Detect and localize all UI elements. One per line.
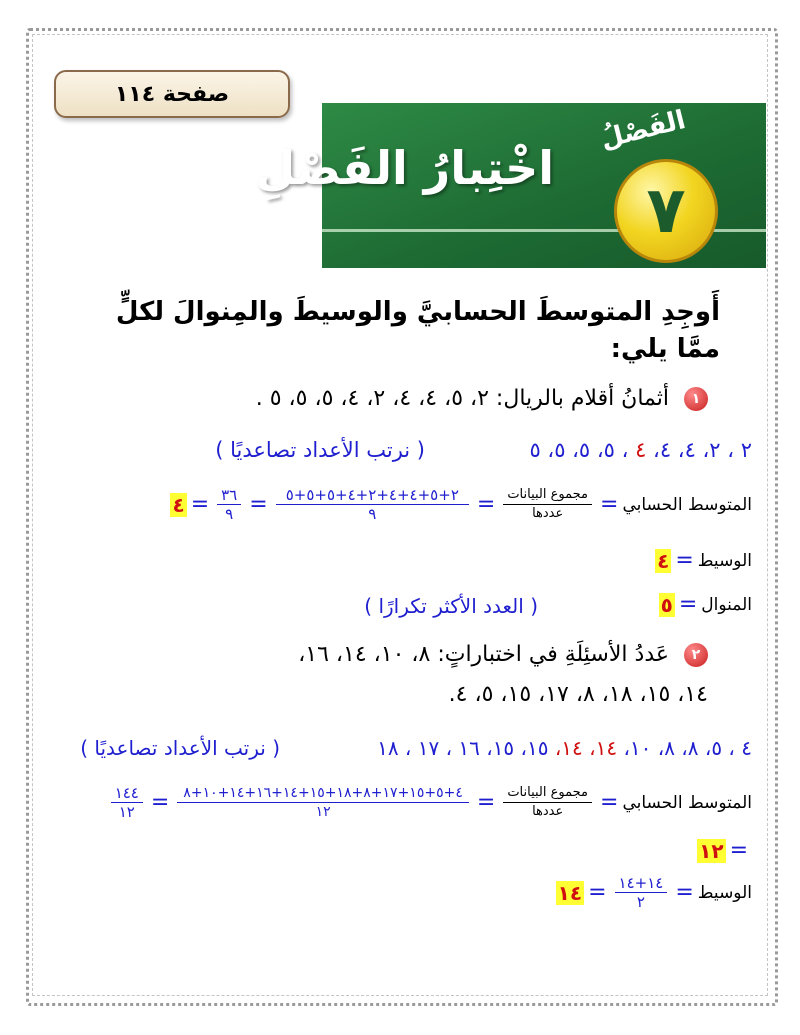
item-2-median-den: ٢ xyxy=(636,893,645,911)
item-2-formula xyxy=(503,784,592,821)
item-1-sorted-after: ، ٥، ٥، ٥، ٥ xyxy=(529,438,629,462)
chapter-word: الفَصْلُ xyxy=(597,105,689,155)
item-1-mode-eq: = xyxy=(678,592,698,617)
item-2-mean-result: ١٢ xyxy=(699,838,724,863)
item-2-simple-num: ١٤٤ xyxy=(111,784,143,803)
item-1-sorted-middle: ٤ xyxy=(635,438,647,462)
chapter-number-badge: ٧ xyxy=(614,159,718,263)
item-1-median-result: ٤ xyxy=(657,548,670,573)
item-1-sorted-note: ( نرتب الأعداد تصاعديًا ) xyxy=(215,438,425,462)
item-1-mean-label: المتوسط الحسابي xyxy=(622,494,752,515)
item-2-text-line-2: ١٤، ١٥، ١٨، ٨، ١٧، ١٥، ٥، ٤. xyxy=(448,682,708,707)
item-1-formula-den: عددها xyxy=(532,506,564,521)
item-2-sum: ٤+٥+١٥+١٧+٨+١٨+١٥+١٤+١٦+١٤+١٠+٨ xyxy=(177,784,469,803)
item-1-median-row xyxy=(655,548,752,573)
item-1-mean-row xyxy=(170,486,752,523)
item-2-sum-fraction xyxy=(177,784,469,821)
item-1-simple-num: ٣٦ xyxy=(217,486,241,505)
page-number-label: صفحة ١١٤ xyxy=(54,70,290,118)
item-1-mode-note: ( العدد الأكثر تكرارًا ) xyxy=(364,594,538,618)
item-2-statement xyxy=(298,642,708,667)
item-2-mean-result-row xyxy=(697,838,752,863)
item-2-formula-den: عددها xyxy=(532,804,564,819)
item-2-sorted-before: ٤ ، ٥، ٨، ٨، ١٠، xyxy=(623,736,752,760)
item-1-mode-row xyxy=(659,592,752,617)
item-1-formula-num: مجموع البيانات xyxy=(503,486,592,505)
item-2-median-fraction xyxy=(615,874,668,911)
item-2-formula-num: مجموع البيانات xyxy=(503,784,592,803)
item-1-statement xyxy=(256,386,708,411)
item-2-simple-den: ١٢ xyxy=(118,803,135,821)
item-1-sum-fraction xyxy=(276,486,469,523)
item-2-mean-label: المتوسط الحسابي xyxy=(622,792,752,813)
item-1-sorted xyxy=(529,438,752,462)
item-2-sorted-middle: ١٤، ١٤، xyxy=(554,736,618,760)
item-1-mean-eq-2: = xyxy=(476,492,496,517)
item-1-formula xyxy=(503,486,592,523)
item-1-mean-eq-3: = xyxy=(249,492,268,517)
item-2-median-label: الوسيط xyxy=(697,882,752,903)
item-2-mean-eq-1: = xyxy=(600,790,619,815)
item-2-median-result: ١٤ xyxy=(557,880,583,905)
item-1-simple-den: ٩ xyxy=(225,505,234,523)
item-1-number: ١ xyxy=(684,387,708,411)
item-2-mean-eq-3: = xyxy=(150,790,170,815)
item-1-simple-fraction xyxy=(217,486,241,523)
item-2-number: ٢ xyxy=(684,643,708,667)
item-2-sorted-after: ١٥، ١٥، ١٦ ، ١٧ ، ١٨ xyxy=(377,736,549,760)
question-line-2: ممَّا يلي: xyxy=(610,334,720,364)
item-1-mode-result: ٥ xyxy=(660,592,673,617)
item-2-median-row xyxy=(556,874,752,911)
item-2-text-line-1: عَددُ الأسئِلَةِ في اختباراتٍ: ٨، ١٠، ١٤، ١٦، xyxy=(298,642,669,667)
item-2-simple-fraction xyxy=(111,784,143,821)
item-1-text: أثمانُ أقلام بالريال: ٢، ٥، ٤، ٤، ٢، ٤، ٥، ٥، ٥ . xyxy=(255,386,669,411)
item-2-median-num: ١٤+١٤ xyxy=(615,874,668,893)
chapter-title: اخْتِبارُ الفَصْلِ xyxy=(255,141,554,195)
item-1-count: ٩ xyxy=(368,505,377,523)
item-1-sum: ٢+٥+٤+٤+٢+٤+٥+٥+٥ xyxy=(276,486,469,505)
question-line-1: أَوجِدِ المتوسطَ الحسابيَّ والوسيطَ والمِنوالَ لكلٍّ xyxy=(115,297,720,327)
item-2-sorted xyxy=(377,736,752,760)
item-1-mean-eq-4: = xyxy=(190,492,210,517)
item-1-median-eq: = xyxy=(675,548,694,573)
chapter-banner xyxy=(255,103,766,268)
item-2-mean-row xyxy=(107,784,752,821)
item-2-median-eq-2: = xyxy=(588,880,607,905)
item-1-mean-result: ٤ xyxy=(172,492,185,517)
item-1-mean-eq-1: = xyxy=(600,492,619,517)
item-2-sorted-note: ( نرتب الأعداد تصاعديًا ) xyxy=(80,736,280,760)
item-2-median-eq-1: = xyxy=(675,880,694,905)
item-2-mean-eq-4: = xyxy=(729,838,748,863)
item-1-median-label: الوسيط xyxy=(697,550,752,571)
item-2-mean-eq-2: = xyxy=(476,790,496,815)
item-1-sorted-before: ٢ ، ٢، ٤، ٤، xyxy=(653,438,752,462)
item-2-count: ١٢ xyxy=(315,804,331,820)
item-1-mode-label: المنوال xyxy=(701,594,752,615)
